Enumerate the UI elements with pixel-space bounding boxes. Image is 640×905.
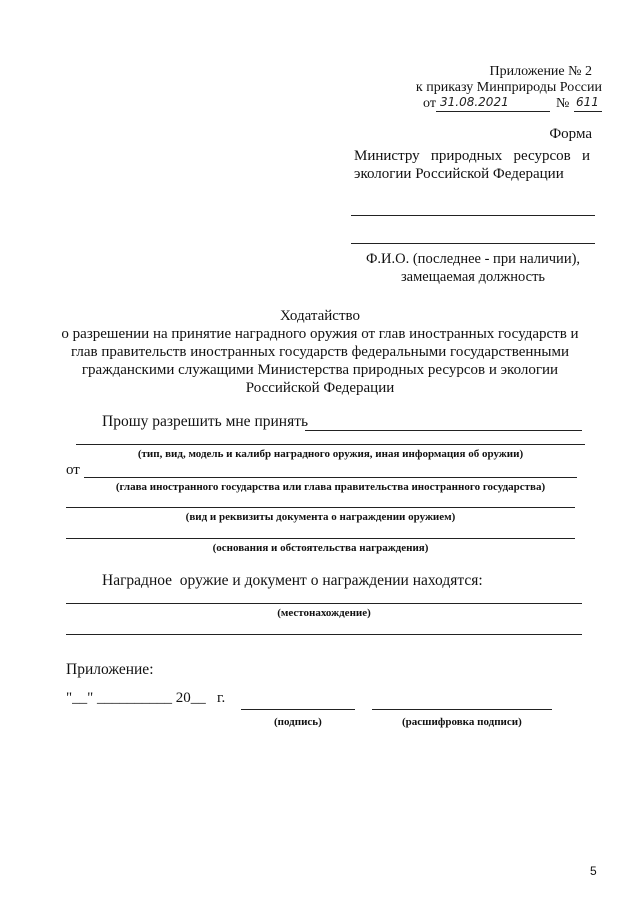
grounds-hint: (основания и обстоятельства награждения) [212, 542, 429, 554]
handwritten-number: 611 [576, 95, 599, 109]
location-blank-2 [66, 634, 582, 635]
weapon-blank [76, 444, 585, 445]
location-blank-1 [66, 603, 582, 604]
handwritten-date: 31.08.2021 [440, 95, 509, 109]
title-line-4: Российской Федерации [245, 380, 395, 396]
attachment-label: Приложение: [66, 661, 154, 678]
signature-decoding-hint: (расшифровка подписи) [402, 716, 522, 728]
order-reference: к приказу Минприроды России [415, 80, 602, 95]
signature-blank [241, 709, 355, 710]
location-hint: (местонахождение) [277, 607, 371, 619]
document-blank [66, 507, 575, 508]
location-text: Наградное оружие и документ о награждении находятся: [102, 572, 483, 589]
from-label: от [66, 462, 80, 478]
number-underline [574, 111, 602, 112]
date-fill-line: "__" __________ 20__ г. [66, 690, 226, 706]
document-title: Ходатайство [280, 308, 360, 324]
weapon-hint: (тип, вид, модель и калибр наградного оружия, иная информация об оружии) [137, 448, 524, 460]
number-prefix: № [556, 96, 570, 111]
title-line-3: гражданскими служащими Министерства природных ресурсов и экологии [81, 362, 559, 378]
signature-hint: (подпись) [274, 716, 322, 728]
date-prefix: от [423, 96, 436, 111]
document-hint: (вид и реквизиты документа о награждении оружием) [185, 511, 456, 523]
fio-caption: Ф.И.О. (последнее - при наличии), [365, 251, 581, 267]
grounds-blank [66, 538, 575, 539]
addressee-blank-1 [351, 215, 595, 216]
request-blank [305, 430, 582, 431]
from-hint: (глава иностранного государства или глава правительства иностранного государства) [115, 481, 546, 493]
addressee-line-2: экологии Российской Федерации [354, 166, 564, 182]
form-label: Форма [549, 126, 592, 142]
title-line-2: глав правительств иностранных государств федеральными государственными [70, 344, 570, 360]
addressee-blank-2 [351, 243, 595, 244]
page-number: 5 [590, 864, 597, 878]
position-caption: замещаемая должность [400, 269, 546, 285]
request-text: Прошу разрешить мне принять [102, 413, 309, 430]
from-blank [84, 477, 577, 478]
date-underline [436, 111, 550, 112]
addressee-line-1: Министру природных ресурсов и [354, 148, 590, 164]
signature-decoding-blank [372, 709, 552, 710]
title-line-1: о разрешении на принятие наградного оружия от глав иностранных государств и [61, 326, 579, 342]
appendix-label: Приложение № 2 [489, 64, 592, 79]
